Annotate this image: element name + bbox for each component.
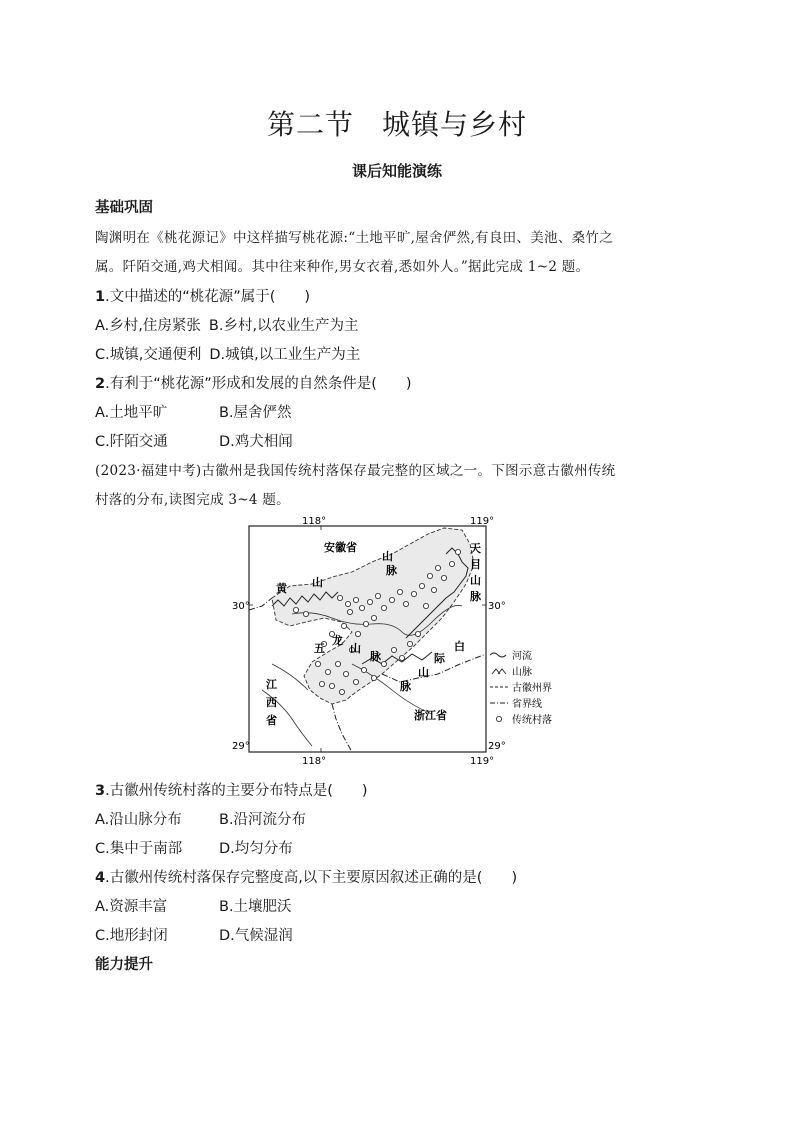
question-2-options-row-2: [95, 430, 293, 451]
question-4-options-row-1: [95, 895, 292, 916]
option-a: A.沿山脉分布: [95, 812, 182, 828]
option-b: B.土壤肥沃: [219, 899, 292, 915]
label-huang-shan: 山: [312, 576, 323, 589]
label-baiji-shan: 山: [418, 666, 429, 679]
label-ji: 际: [434, 652, 445, 665]
question-number: 4: [95, 870, 106, 886]
lon-bottom-right: 119°: [470, 756, 495, 766]
label-jiangxi-2: 西: [266, 696, 277, 709]
label-long: 龙: [332, 634, 343, 647]
advanced-heading: 能力提升: [95, 957, 153, 973]
question-3-options-row-2: [95, 837, 293, 858]
option-c: C.地形封闭: [95, 928, 168, 944]
context-line-1: (2023·福建中考)古徽州是我国传统村落保存最完整的区域之一。下图示意古徽州传统: [95, 463, 616, 479]
label-wu: 五: [314, 642, 325, 655]
passage-line-2: 属。阡陌交通,鸡犬相闻。其中往来种作,男女衣着,悉如外人。”据此完成 1~2 题。: [95, 259, 590, 275]
question-2: [95, 372, 412, 393]
section-number: 第二节: [266, 108, 354, 141]
option-a: A.土地平旷: [95, 405, 168, 421]
question-1: [95, 285, 310, 306]
question-stem: .有利于“桃花源”形成和发展的自然条件是( ): [105, 376, 412, 392]
question-stem: .古徽州传统村落保存完整度高,以下主要原因叙述正确的是( ): [105, 870, 518, 886]
page-title: [0, 103, 794, 143]
lon-top-left: 118°: [302, 516, 327, 527]
question-4: [95, 866, 517, 887]
option-d: D.气候湿润: [219, 928, 293, 944]
question-number: 1: [95, 289, 106, 305]
map-legend: [490, 649, 552, 726]
label-zhejiang: 浙江省: [414, 709, 447, 722]
label-baiji-mai: 脉: [400, 680, 411, 693]
lat-left-top: 30°: [232, 601, 250, 612]
label-anhui: 安徽省: [324, 541, 357, 554]
legend-river: 河流: [512, 651, 532, 662]
lat-right-top: 30°: [488, 601, 506, 612]
label-huang: 黄: [276, 582, 287, 595]
label-tian: 天: [470, 542, 481, 555]
label-tianmu-mai: 脉: [470, 590, 481, 603]
legend-village: 传统村落: [512, 715, 552, 726]
question-3: [95, 779, 368, 800]
huizhou-village-map: [232, 514, 562, 766]
option-a: A.乡村,住房紧张: [95, 318, 201, 334]
label-wulong-mai: 脉: [370, 650, 381, 663]
option-c: C.城镇,交通便利: [95, 347, 202, 363]
legend-river-symbol: [490, 653, 506, 657]
label-mai: 脉: [386, 564, 397, 577]
question-2-options-row-1: [95, 401, 292, 422]
option-d: D.鸡犬相闻: [219, 434, 293, 450]
passage-line-1: 陶渊明在《桃花源记》中这样描写桃花源:“土地平旷,屋舍俨然,有良田、美池、桑竹之: [95, 230, 614, 246]
option-b: B.乡村,以农业生产为主: [208, 318, 359, 334]
lon-bottom-left: 118°: [302, 756, 327, 766]
label-mu: 目: [470, 558, 481, 571]
legend-mountain: 山脉: [512, 667, 532, 678]
label-shan: 山: [382, 550, 393, 563]
section-title: 城镇与乡村: [382, 108, 528, 141]
question-1-options-row-1: [95, 314, 359, 335]
question-stem: .古徽州传统村落的主要分布特点是( ): [105, 783, 368, 799]
lon-top-right: 119°: [470, 516, 495, 527]
question-stem: .文中描述的“桃花源”属于( ): [105, 289, 311, 305]
option-a: A.资源丰富: [95, 899, 168, 915]
question-number: 2: [95, 376, 106, 392]
basic-heading: 基础巩固: [95, 200, 153, 216]
question-1-options-row-2: [95, 343, 360, 364]
option-c: C.阡陌交通: [95, 434, 168, 450]
context-line-2: 村落的分布,读图完成 3~4 题。: [95, 492, 290, 508]
lat-right-bottom: 29°: [488, 741, 506, 752]
label-jiangxi-3: 省: [266, 714, 277, 727]
question-3-options-row-1: [95, 808, 306, 829]
lat-left-bottom: 29°: [232, 741, 250, 752]
page-subtitle: 课后知能演练: [351, 162, 442, 180]
option-c: C.集中于南部: [95, 841, 183, 857]
option-b: B.沿河流分布: [219, 812, 307, 828]
option-d: D.城镇,以工业生产为主: [209, 347, 361, 363]
label-tianmu-shan: 山: [470, 574, 481, 587]
river: [272, 664, 308, 690]
label-wulong-shan: 山: [350, 642, 361, 655]
legend-province: 省界线: [512, 699, 542, 710]
question-number: 3: [95, 783, 106, 799]
option-b: B.屋舍俨然: [219, 405, 292, 421]
label-bai: 白: [454, 640, 465, 653]
option-d: D.均匀分布: [219, 841, 293, 857]
legend-village-symbol: [496, 716, 501, 721]
label-jiangxi-1: 江: [266, 678, 277, 691]
legend-mountain-symbol: [492, 669, 506, 674]
legend-huizhou: 古徽州界: [512, 683, 552, 694]
question-4-options-row-2: [95, 924, 293, 945]
